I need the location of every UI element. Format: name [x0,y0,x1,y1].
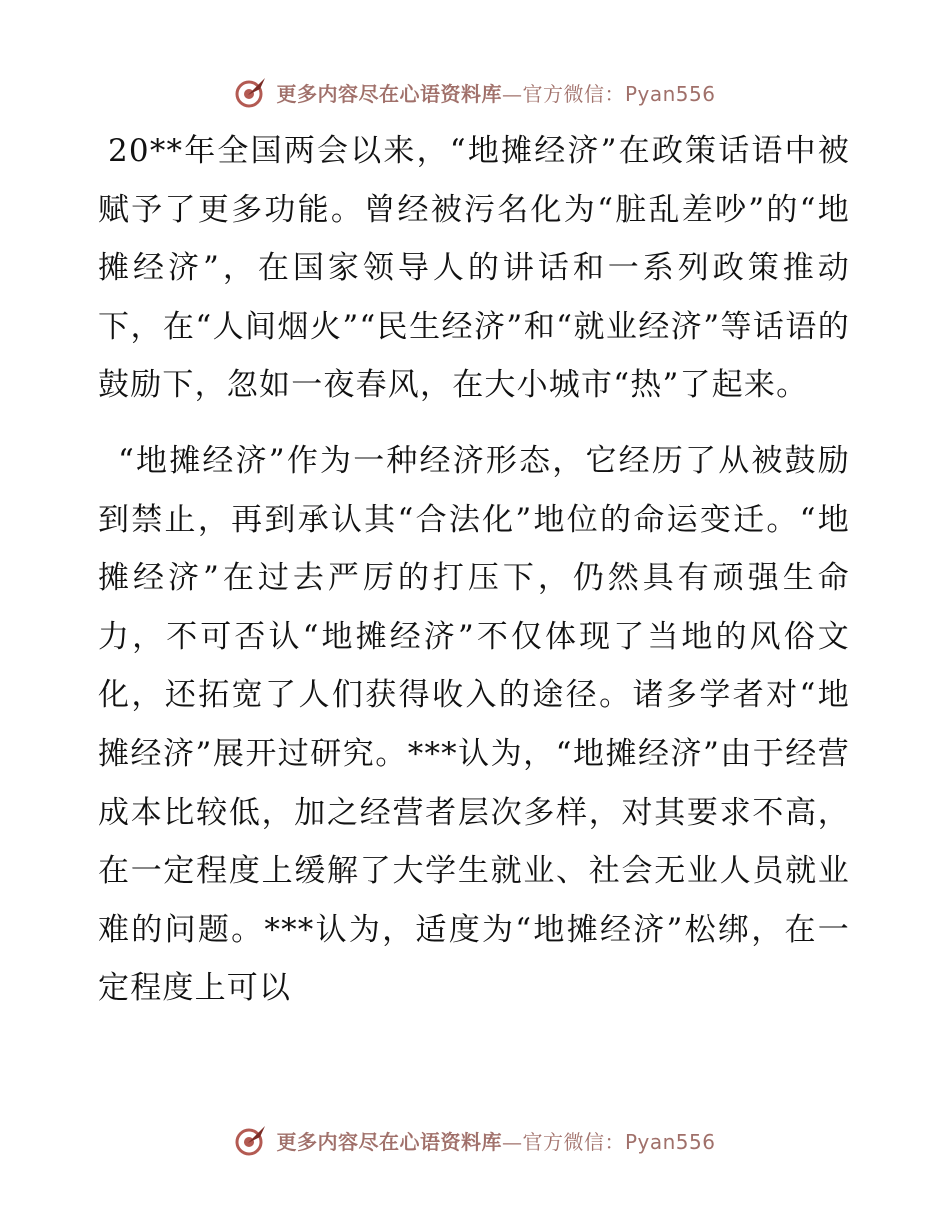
banner-text [276,78,715,107]
banner-separator: — [501,1129,523,1154]
banner-wechat: 官方微信：Pyan556 [522,81,716,106]
banner-lead: 更多内容尽在心语资料库 [276,1129,502,1154]
paragraph-1: 20**年全国两会以来，“地摊经济”在政策话语中被赋予了更多功能。曾经被污名化为“脏乱差吵”的“地摊经济”，在国家领导人的讲话和一系列政策推动下，在“人间烟火”“民生经济”和“就业经济”等话语的鼓励下，忽如一夜春风，在大小城市“热”了起来。 [98,133,850,404]
document-body [98,122,850,1018]
paragraph-2: “地摊经济”作为一种经济形态，它经历了从被鼓励到禁止，再到承认其“合法化”地位的命运变迁。“地摊经济”在过去严厉的打压下，仍然具有顽强生命力，不可否认“地摊经济”不仅体现了当地的风俗文化，还拓宽了人们获得收入的途径。诸多学者对“地摊经济”展开过研究。***认为，“地摊经济”由于经营成本比较低，加之经营者层次多样，对其要求不高，在一定程度上缓解了大学生就业、社会无业人员就业难的问题。***认为，适度为“地摊经济”松绑，在一定程度上可以 [98,442,850,1007]
banner-wechat: 官方微信：Pyan556 [522,1129,716,1154]
banner-lead: 更多内容尽在心语资料库 [276,81,502,106]
banner-separator: — [501,81,523,106]
footer-banner [0,1120,950,1160]
quill-pen-logo-icon [234,1123,268,1157]
quill-pen-logo-icon [234,75,268,109]
banner-text [276,1126,715,1155]
header-banner [0,72,950,112]
